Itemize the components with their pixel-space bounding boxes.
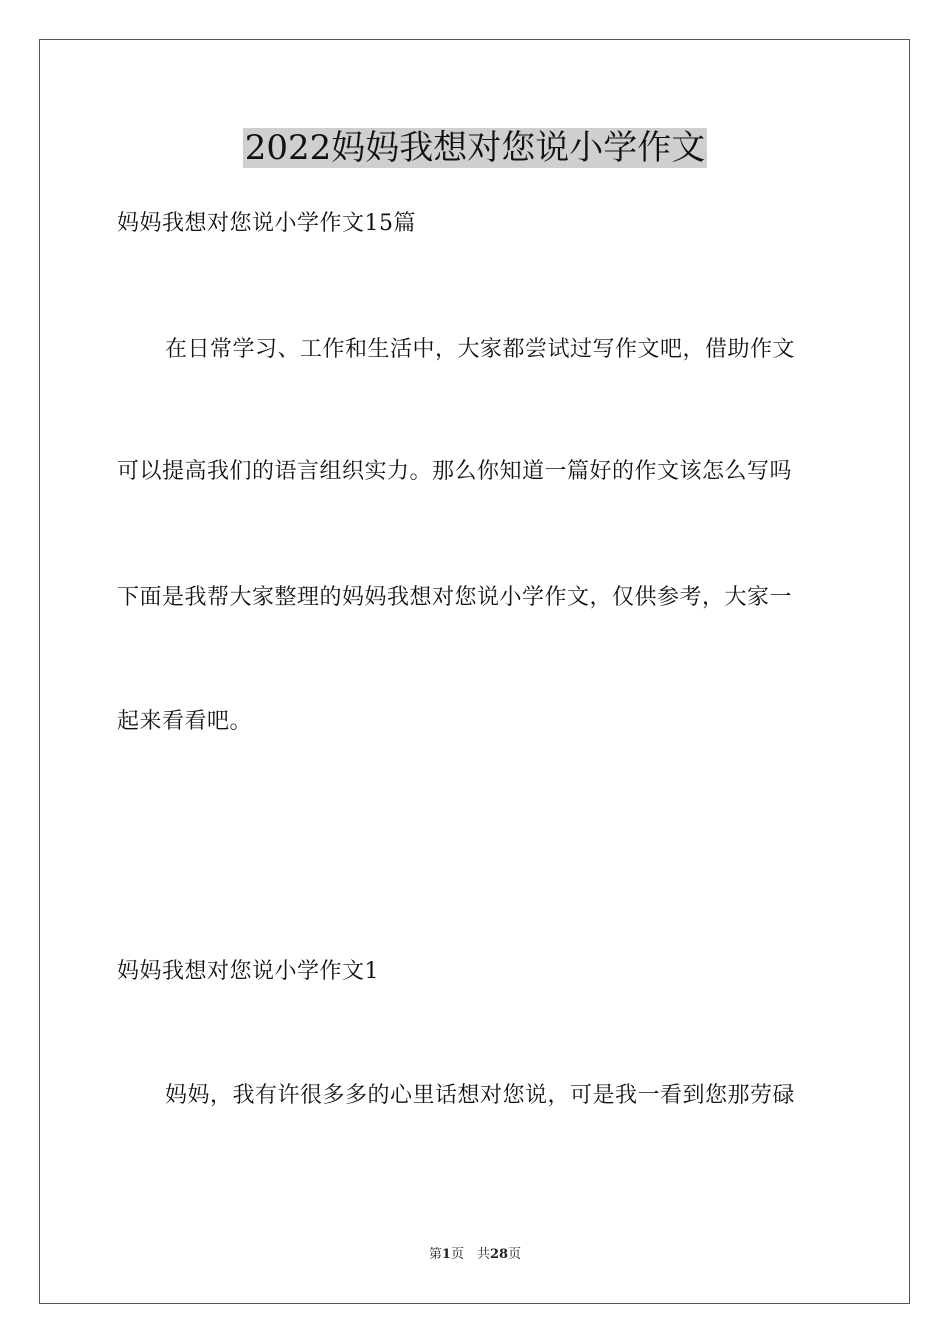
intro-line-2: 可以提高我们的语言组织实力。那么你知道一篇好的作文该怎么写吗 — [117, 459, 793, 484]
document-title — [0, 128, 950, 168]
footer-page-suffix: 页 — [508, 1247, 522, 1262]
page-footer — [0, 1246, 950, 1264]
section-heading: 妈妈我想对您说小学作文1 — [117, 959, 379, 984]
intro-line-4: 起来看看吧。 — [117, 709, 253, 734]
intro-line-1: 在日常学习、工作和生活中，大家都尝试过写作文吧，借助作文 — [165, 337, 796, 362]
footer-page-mid: 页 共 — [450, 1247, 490, 1262]
footer-total-pages: 28 — [489, 1247, 509, 1262]
document-title-text: 2022妈妈我想对您说小学作文 — [244, 128, 706, 168]
footer-page-prefix: 第 — [428, 1247, 442, 1262]
document-subtitle: 妈妈我想对您说小学作文15篇 — [117, 211, 416, 236]
footer-page-number: 1 — [441, 1247, 451, 1262]
section-first-line: 妈妈，我有许很多多的心里话想对您说，可是我一看到您那劳碌 — [165, 1083, 796, 1108]
intro-line-3: 下面是我帮大家整理的妈妈我想对您说小学作文，仅供参考，大家一 — [117, 585, 793, 610]
